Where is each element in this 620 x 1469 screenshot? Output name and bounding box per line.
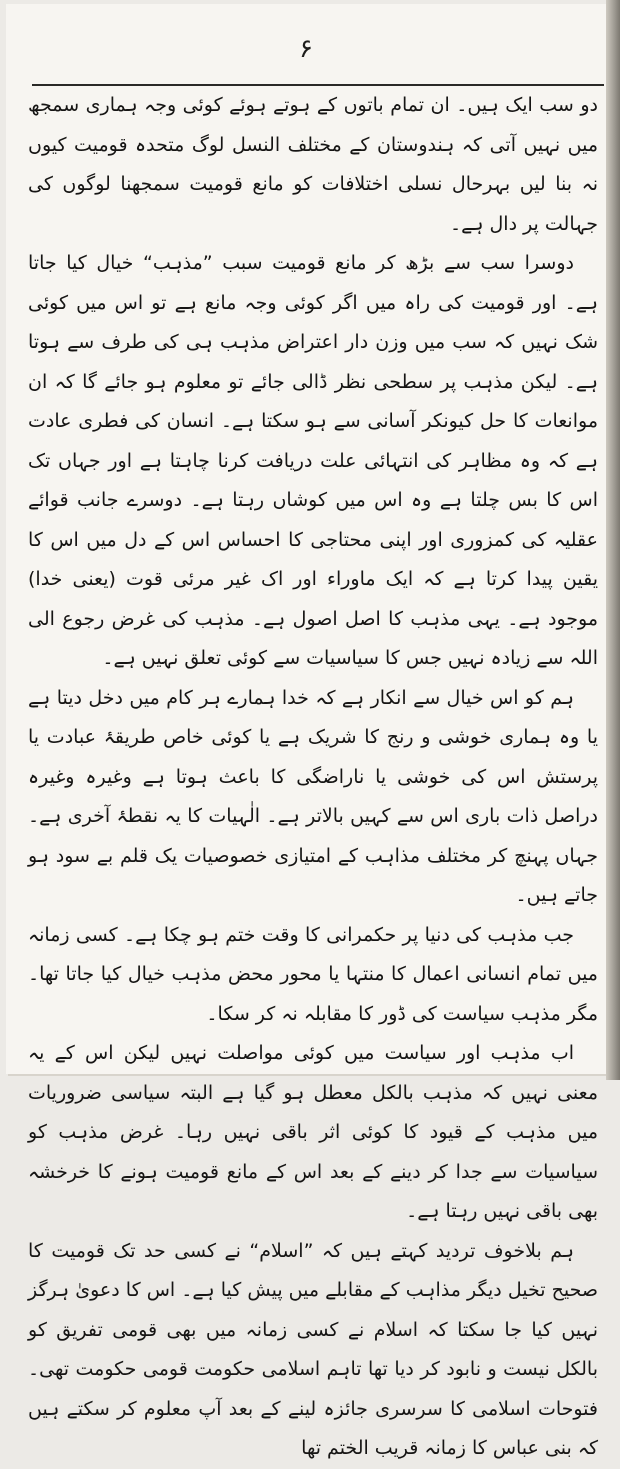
page-number: ۶ <box>299 34 313 64</box>
paragraph-4: جب مذہب کی دنیا پر حکمرانی کا وقت ختم ہو چکا ہے۔ کسی زمانہ میں تمام انسانی اعمال کا منتہا یا محور محض مذہب خیال کیا جاتا تھا۔ مگر مذہب سیاست کی ڈور کا مقابلہ نہ کر سکا۔ <box>28 923 598 1025</box>
paragraph-6: ہم بلاخوف تردید کہتے ہیں کہ ”اسلام“ نے کسی حد تک قومیت کا صحیح تخیل دیگر مذاہب کے مقابلے میں پیش کیا ہے۔ اس کا دعویٰ ہرگز نہیں کیا جا سکتا کہ اسلام نے کسی زمانہ میں بھی قومی تفریق کو بالکل نیست و نابود کر دیا تھا تاہم اسلامی حکومت قومی حکومت تھی۔ فتوحات اسلامی کا سرسری جائزہ لینے کے بعد آپ معلوم کر سکتے ہیں کہ بنی عباس کا زمانہ قریب الختم تھا <box>28 1239 598 1459</box>
book-binding-edge <box>606 0 620 1080</box>
page-sheet <box>6 4 606 1459</box>
paragraph-2: دوسرا سب سے بڑھ کر مانع قومیت سبب ”مذہب“ خیال کیا جاتا ہے۔ اور قومیت کی راہ میں اگر کوئی وجہ مانع ہے تو اس میں کوئی شک نہیں کہ سب میں وزن دار اعتراض مذہب ہی کی طرف سے ہوتا ہے۔ لیکن مذہب پر سطحی نظر ڈالی جائے تو معلوم ہو جائے گا کہ ان موانعات کا حل کیونکر آسانی سے ہو سکتا ہے۔ انسان کی فطری عادت ہے کہ وہ مظاہر کی انتہائی علت دریافت کرنا چاہتا ہے اور جہاں تک اس کا بس چلتا ہے وہ اس میں کوشاں رہتا ہے۔ دوسرے جانب قوائے عقلیہ کی کمزوری اور اپنی محتاجی کا احساس اس کے دل میں اس کا یقین پیدا کرتا ہے کہ ایک ماوراء اور اک غیر مرئی قوت (یعنی خدا) موجود ہے۔ یہی مذہب کا اصل اصول ہے۔ مذہب کی غرض رجوع الی اللہ سے زیادہ نہیں جس کا سیاسیات سے کوئی تعلق نہیں ہے۔ <box>28 252 598 669</box>
paragraph-5: اب مذہب اور سیاست میں کوئی مواصلت نہیں لیکن اس کے یہ معنی نہیں کہ مذہب بالکل معطل ہو گیا ہے البتہ سیاسی ضروریات میں مذہب کے قیود کا کوئی اثر باقی نہیں رہا۔ غرض مذہب کو سیاسیات سے جدا کر دینے کے بعد اس کے مانع قومیت ہونے کا خرخشہ بھی باقی نہیں رہتا ہے۔ <box>28 1042 598 1222</box>
urdu-text-body <box>28 86 598 1469</box>
paragraph-3: ہم کو اس خیال سے انکار ہے کہ خدا ہمارے ہر کام میں دخل دیتا ہے یا وہ ہماری خوشی و رنج کا شریک ہے یا کوئی خاص طریقۂ عبادت یا پرستش اس کی خوشی یا ناراضگی کا باعث ہوتا ہے وغیرہ وغیرہ دراصل ذات باری اس سے کہیں بالاتر ہے۔ الٰہیات کا یہ نقطۂ آخری ہے۔ جہاں پہنچ کر مختلف مذاہب کے امتیازی خصوصیات یک قلم بے سود ہو جاتے ہیں۔ <box>28 686 598 906</box>
paragraph-1: دو سب ایک ہیں۔ ان تمام باتوں کے ہوتے ہوئے کوئی وجہ ہماری سمجھ میں نہیں آتی کہ ہندوستان کے مختلف النسل لوگ متحدہ قومیت کیوں نہ بنا لیں بہرحال نسلی اختلافات کو مانع قومیت سمجھنا لوگوں کی جہالت پر دال ہے۔ <box>28 94 598 235</box>
